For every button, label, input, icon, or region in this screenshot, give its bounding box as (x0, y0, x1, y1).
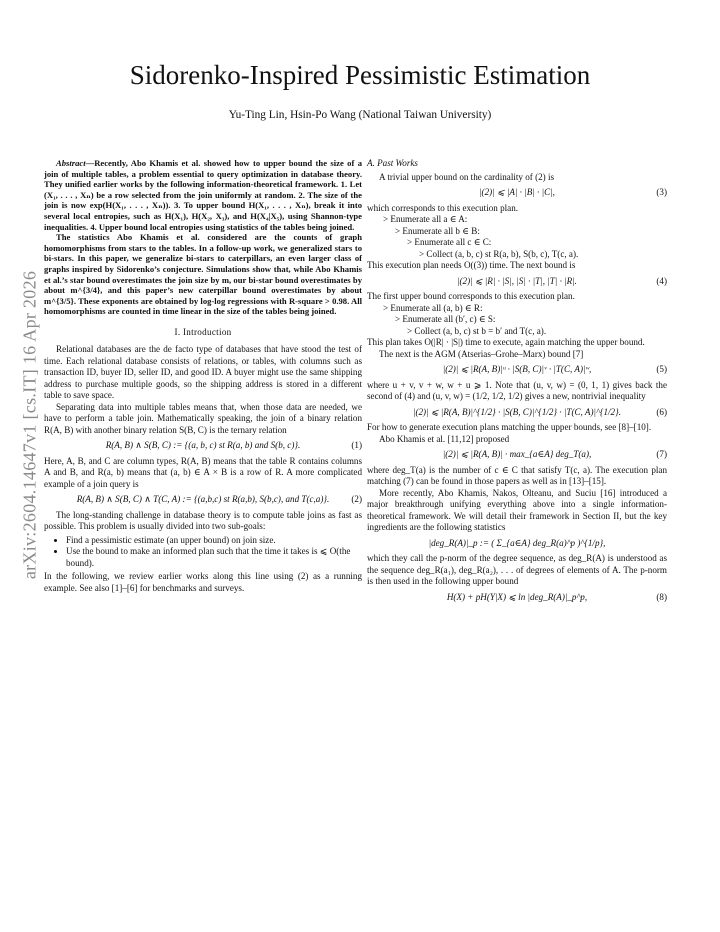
plan-step: > Enumerate all b ∈ B: (395, 225, 480, 236)
past-works-paragraph-7: where u + v, v + w, w + u ⩾ 1. Note that (u, v, w) = (0, 1, 1) gives back the second of (4) and (u, v, w) = (1/2, 1/2, 1/2) gives a new, nontrivial inequality (367, 379, 667, 401)
equation-number: (2) (351, 494, 362, 505)
abstract-paragraph-2: The statistics Abo Khamis et al. considered are the counts of graph homomorphisms from stars to the tables. In a follow-up work, we generalized stars to bi-stars. In this paper, we generalize bi-stars to caterpillars, an even larger class of graphs inspired by Sidorenko’s conjecture. Simulations show that, while Abo Khamis et al.’s star bound overestimates the join size by m, our bi-star bound overestimates by about m^{3/4}, and this paper’s new caterpillar bound overestimates by about m^{3/5}. These exponents are obtained by log-log regressions with R-square > 0.98. All homomorphisms are counted in time linear in the size of the tables being joined. (44, 232, 362, 317)
intro-paragraph-1: Relational databases are the de facto type of databases that have stood the test of time. Each relational database consists of relations, or tables, with columns such as transaction ID, buyer ID, seller ID, and good ID. A buyer might use the same shipping address to purchase multiple goods, so the shipping address is stored in a different table to save space. (44, 344, 362, 401)
equation-4: |(2)| ⩽ |R| · |S|, |S| · |T|, |T| · |R|. (4) (457, 275, 667, 286)
past-works-paragraph-5: This plan takes O(|R| · |S|) time to execute, again matching the upper bound. (367, 337, 645, 347)
past-works-paragraph-3: This execution plan needs O((3)) time. The next bound is (367, 260, 576, 270)
section-heading-introduction: I. Introduction (174, 326, 232, 337)
past-works-paragraph-11: More recently, Abo Khamis, Nakos, Olteanu, and Suciu [16] introduced a major breakthrough unifying everything above into a single information-theoretical framework. We will detail their framework in Section II, but the key ingredients are the following statistics (367, 487, 667, 532)
equation-5: |(2)| ⩽ |R(A, B)|ᵘ · |S(B, C)|ᵛ · |T(C, A)|ʷ, (5) (442, 364, 667, 374)
past-works-paragraph-4: The first upper bound corresponds to this execution plan. (367, 291, 575, 301)
abstract-paragraph-1: Abstract—Recently, Abo Khamis et al. showed how to upper bound the size of a join of multiple tables, a problem essential to query optimization in database theory. They unified earlier works by the following information-theoretical framework. 1. Let (X₁, . . . , Xₙ) be a row selected from the join uniformly at random. 2. The size of the join is now exp(H(X₁, . . . , Xₙ)). 3. To upper bound H(X₁, . . . , Xₙ), break it into several local entropies, such as H(X₁), H(X₂, X₃), and H(X₄|X₅), using Shannon-type inequalities. 4. Upper bound local entropies using statistics of the tables being joined. (44, 158, 362, 232)
past-works-paragraph-8: For how to generate execution plans matching the upper bounds, see [8]–[10]. (367, 422, 652, 432)
past-works-paragraph-12: which they call the p-norm of the degree sequence, as deg_R(A) is understood as the sequence deg_R(a₁), deg_R(a₂), . . . of degrees of elements of A. The p-norm is then used in the following upper bound (367, 553, 667, 586)
past-works-paragraph-1: A trivial upper bound on the cardinality of (2) is (379, 171, 555, 182)
equation-number: (1) (351, 440, 362, 451)
plan-step: > Enumerate all (b′, c) ∈ S: (395, 314, 496, 324)
equation-number: (7) (656, 449, 667, 459)
equation-7: |(2)| ⩽ |R(A, B)| · max_{a∈A} deg_T(a), (7) (442, 449, 667, 459)
past-works-paragraph-2: which corresponds to this execution plan. (367, 202, 519, 213)
equation-number: (8) (656, 591, 667, 602)
past-works-paragraph-9: Abo Khamis et al. [11,12] proposed (379, 433, 510, 444)
plan-step: > Collect (a, b, c) st b = b′ and T(c, a). (407, 325, 547, 336)
subgoal-list (44, 535, 362, 570)
equation-p-norm: |deg_R(A)|_p := ( Σ_{a∈A} deg_R(a)^p )^{1/p}, (428, 537, 606, 548)
abstract-label: Abstract (56, 158, 86, 168)
equation-number: (6) (656, 406, 667, 417)
plan-step: > Collect (a, b, c) st R(a, b), S(b, c), T(c, a). (419, 248, 579, 259)
arxiv-stamp: arXiv:2604.14647v1 [cs.IT] 16 Apr 2026 (19, 270, 40, 580)
intro-paragraph-4: The long-standing challenge in database theory is to compute table joins as fast as possible. This problem is usually divided into two sub-goals: (44, 509, 362, 532)
equation-2: R(A, B) ∧ S(B, C) ∧ T(C, A) := {(a,b,c) st R(a,b), S(b,c), and T(c,a)}. (2) (76, 494, 362, 505)
equation-1: R(A, B) ∧ S(B, C) := {(a, b, c) st R(a, b) and S(b, c)}. (1) (105, 440, 362, 451)
equation-3: |(2)| ⩽ |A| · |B| · |C|, (3) (479, 187, 667, 197)
past-works-paragraph-10: where deg_T(a) is the number of c ∈ C that satisfy T(c, a). The execution plan matching (7) can be found in those papers as well as in [13]–[15]. (367, 464, 667, 486)
paper-authors: Yu-Ting Lin, Hsin-Po Wang (National Taiwan University) (228, 109, 492, 121)
abstract (44, 158, 362, 317)
intro-paragraph-2: Separating data into multiple tables means that, when those data are needed, we have to perform a table join. Mathematically speaking, the join of a binary relation R(A, B) with another binary relation S(B, C) is the ternary relation (44, 401, 362, 435)
equation-number: (5) (656, 364, 667, 374)
plan-step: > Enumerate all c ∈ C: (407, 237, 492, 247)
equation-8: H(X) + pH(Y|X) ⩽ ln |deg_R(A)|_p^p, (8) (446, 591, 667, 602)
equation-number: (3) (656, 187, 667, 197)
equation-6: |(2)| ⩽ |R(A, B)|^{1/2} · |S(B, C)|^{1/2} · |T(C, A)|^{1/2}. (6) (412, 406, 667, 417)
execution-plan-2 (367, 303, 667, 338)
left-column (44, 158, 362, 594)
list-item: • Find a pessimistic estimate (an upper bound) on join size. (66, 535, 362, 547)
subsection-heading-past-works: A. Past Works (367, 158, 418, 168)
past-works-paragraph-6: The next is the AGM (Atserias–Grohe–Marx) bound [7] (379, 348, 584, 359)
plan-step: > Enumerate all (a, b) ∈ R: (383, 302, 483, 313)
paper-title: Sidorenko-Inspired Pessimistic Estimation (129, 60, 591, 90)
equation-number: (4) (656, 275, 667, 286)
intro-paragraph-5: In the following, we review earlier works along this line using (2) as a running example. See also [1]–[6] for benchmarks and surveys. (44, 571, 362, 593)
plan-step: > Enumerate all a ∈ A: (383, 214, 468, 224)
list-item: • Use the bound to make an informed plan such that the time it takes is ⩽ O(the bound). (66, 546, 362, 569)
intro-paragraph-3: Here, A, B, and C are column types, R(A, B) means that the table R contains columns A and B, and R(a, b) means that (a, b) ∈ A × B is a row of R. A more complicated example of a join query is (44, 455, 362, 489)
execution-plan-1 (367, 214, 667, 260)
right-column (367, 158, 667, 607)
